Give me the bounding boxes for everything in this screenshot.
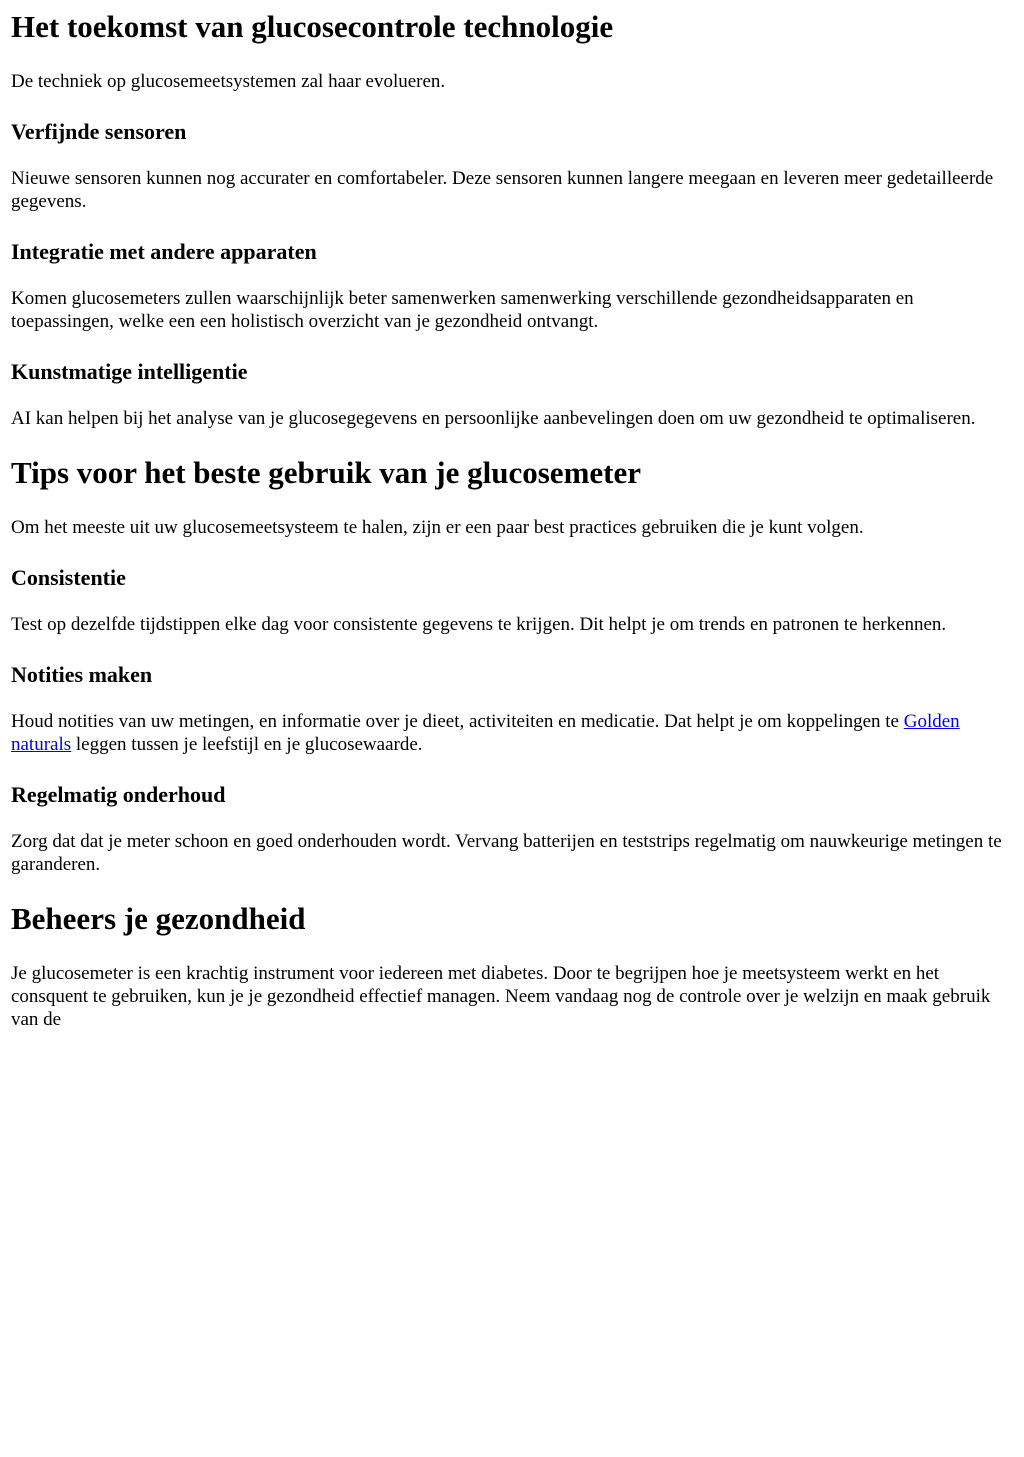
paragraph-taking-notes [11,710,1013,756]
section-intro-usage-tips: Om het meeste uit uw glucosemeetsysteem te halen, zijn er een paar best practices gebruiken die je kunt volgen. [11,517,864,538]
section-intro-manage-health: Je glucosemeter is een krachtig instrument voor iedereen met diabetes. Door te begrijpen hoe je meetsysteem werkt en het consquent te gebruiken, kun je je gezondheid effectief managen. Neem vandaag nog de controle over je welzijn en maak gebruik van de [11,963,991,1030]
notes-text-after: leggen tussen je leefstijl en je glucosewaarde. [71,734,423,755]
section-title-future-technology: Het toekomst van glucosecontrole technologie [11,9,614,44]
paragraph-artificial-intelligence: AI kan helpen bij het analyse van je glucosegegevens en persoonlijke aanbevelingen doen om uw gezondheid te optimaliseren. [11,408,976,429]
section-title-usage-tips: Tips voor het beste gebruik van je glucosemeter [11,455,641,490]
heading-regular-maintenance: Regelmatig onderhoud [11,782,226,807]
paragraph-device-integration: Komen glucosemeters zullen waarschijnlijk beter samenwerken samenwerking verschillende gezondheidsapparaten en toepassingen, welke een een holistisch overzicht van je gezondheid ontvangt. [11,288,914,332]
heading-taking-notes: Notities maken [11,662,153,687]
heading-consistency: Consistentie [11,565,126,590]
heading-refined-sensors: Verfijnde sensoren [11,119,187,144]
paragraph-refined-sensors: Nieuwe sensoren kunnen nog accurater en comfortabeler. Deze sensoren kunnen langere meegaan en leveren meer gedetailleerde gegevens. [11,168,994,212]
document-page [0,9,1024,1031]
golden-naturals-link[interactable]: Golden naturals [11,711,960,755]
section-intro-future-technology: De techniek op glucosemeetsystemen zal haar evolueren. [11,71,446,92]
heading-device-integration: Integratie met andere apparaten [11,239,317,264]
notes-text-before: Houd notities van uw metingen, en informatie over je dieet, activiteiten en medicatie. Dat helpt je om koppelingen te [11,711,904,732]
paragraph-regular-maintenance: Zorg dat dat je meter schoon en goed onderhouden wordt. Vervang batterijen en teststrips regelmatig om nauwkeurige metingen te garanderen. [11,831,1002,875]
section-title-manage-health: Beheers je gezondheid [11,901,306,936]
paragraph-consistency: Test op dezelfde tijdstippen elke dag voor consistente gegevens te krijgen. Dit helpt je om trends en patronen te herkennen. [11,614,947,635]
heading-artificial-intelligence: Kunstmatige intelligentie [11,359,248,384]
